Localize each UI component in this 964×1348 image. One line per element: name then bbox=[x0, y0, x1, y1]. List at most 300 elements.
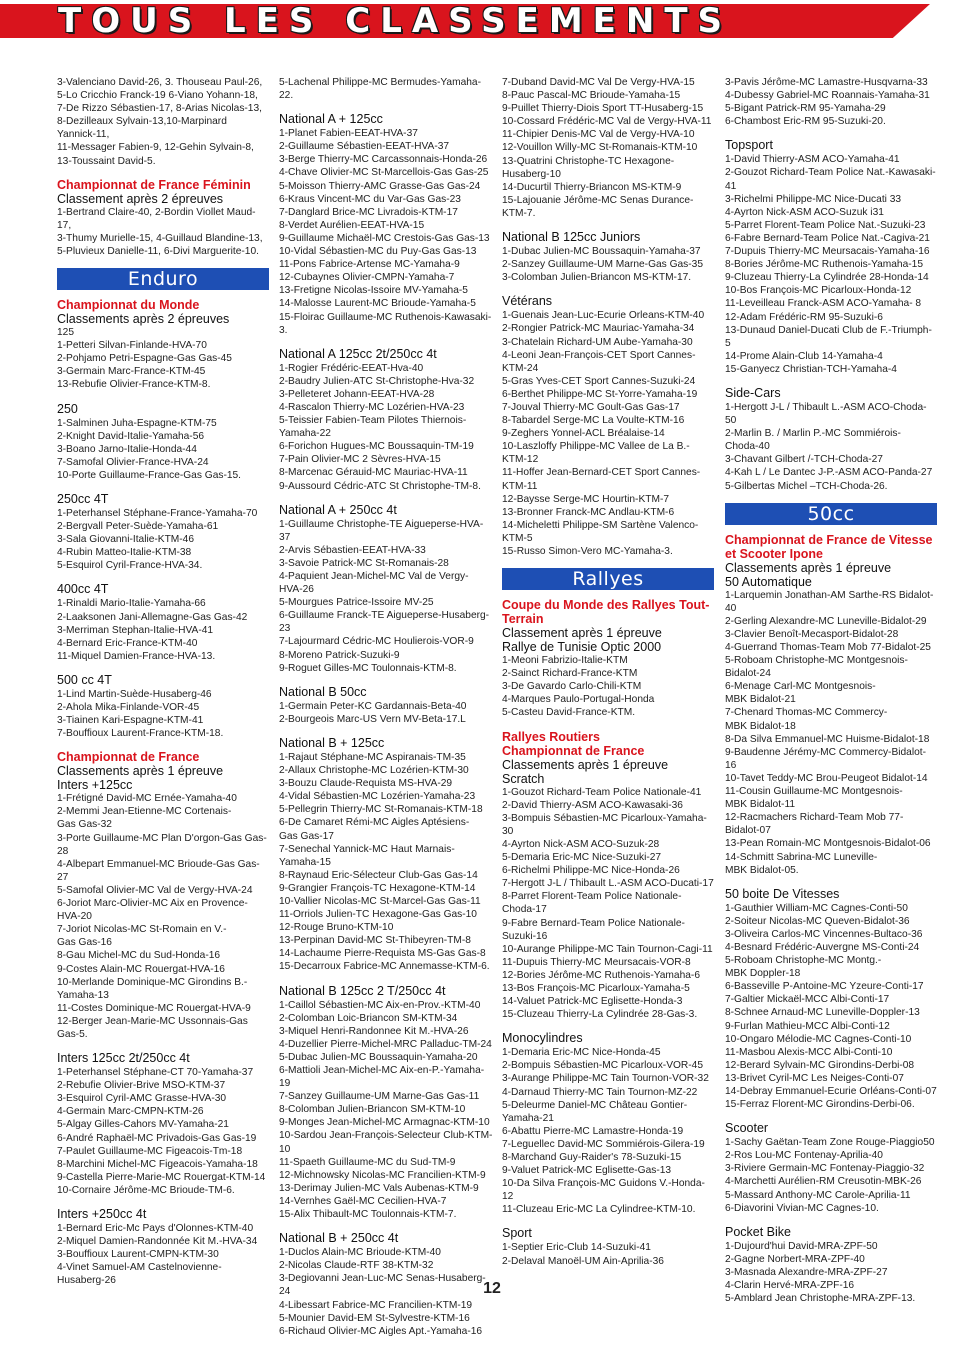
result-line: 11-Messager Fabien-9, 12-Gehin Sylvain-8, bbox=[57, 142, 254, 154]
result-line: 4-Guerrand Thomas-Team Mob 77-Bidalot-25 bbox=[725, 642, 931, 653]
result-line: 5-Deleurme Daniel-MC Château Gontier- bbox=[502, 1099, 688, 1111]
result-line: 3-Clavier Benoît-Mecasport-Bidalot-28 bbox=[725, 628, 899, 640]
result-line: 11-Orriols Julien-TC Hexagone-Gas Gas-10 bbox=[279, 909, 477, 921]
result-line: 2-Rebufie Olivier-Brive MSO-KTM-37 bbox=[57, 1080, 226, 1092]
result-line: 3-Savoie Patrick-MC St-Romanais-28 bbox=[279, 557, 449, 569]
result-line: 14-Ducurtil Thierry-Briancon MS-KTM-9 bbox=[502, 181, 682, 193]
result-line: 15-Cluzeau Thierry-La Cylindrée 28-Gas-3. bbox=[502, 1009, 698, 1021]
result-line: 4-Rascalon Thierry-MC Lozérien-HVA-23 bbox=[279, 401, 465, 413]
results-section bbox=[279, 736, 493, 974]
result-line: 4-Ayrton Nick-ASM ACO-Suzuk i31 bbox=[725, 206, 884, 218]
result-line: 7-Samofal Olivier-France-HVA-24 bbox=[57, 456, 209, 468]
result-line: 4-Duzellier Pierre-Michel-MRC Palladuc-TM-24 bbox=[279, 1038, 492, 1050]
result-line: 2-Rongier Patrick-MC Mauriac-Yamaha-34 bbox=[502, 323, 695, 335]
result-line: 11-Hoffer Jean-Bernard-CET Sport Cannes- bbox=[502, 467, 701, 479]
result-line: 10-Laszloffy Philippe-MC Vallee de La B.- bbox=[502, 441, 690, 453]
result-line: 5-Massard Anthony-MC Carole-Aprilia-11 bbox=[725, 1189, 911, 1201]
result-line: 8-Marcenac Gérauid-MC Mauriac-HVA-11 bbox=[279, 467, 468, 479]
result-line: 3-Aurange Philippe-MC Tain Tournon-VOR-32 bbox=[502, 1073, 709, 1085]
result-line: 8-Colomban Julien-Briancon SM-KTM-10 bbox=[279, 1104, 466, 1116]
result-line: 2-Allaux Christophe-MC Lozérien-KTM-30 bbox=[279, 765, 469, 777]
result-line: 10-Vidal Sébastien-MC du Puy-Gas Gas-13 bbox=[279, 246, 477, 258]
section-heading: Monocylindres bbox=[502, 1031, 583, 1046]
result-line: Bidalot-24 bbox=[725, 668, 771, 680]
result-line: 3-Valenciano David-26, 3. Thouseau Paul-26, bbox=[57, 77, 263, 88]
result-line: 2-Bompuis Sébastien-MC Picarloux-VOR-45 bbox=[502, 1060, 703, 1072]
result-line: 11-Costes Dominique-MC Rouergat-HVA-9 bbox=[57, 1002, 251, 1014]
result-line: 3-Degiovanni Jean-Luc-MC Senas-Husaberg-24 bbox=[279, 1273, 486, 1298]
result-line: 11-Spaeth Guillaume-MC du Sud-TM-9 bbox=[279, 1156, 456, 1168]
result-line: 2-Guillaume Sébastien-EEAT-HVA-37 bbox=[279, 141, 450, 153]
result-line: 8-Tabardel Serge-MC La Voulte-KTM-16 bbox=[502, 415, 685, 427]
result-line: 6-Menage Carl-MC Montgesnois- bbox=[725, 681, 876, 693]
result-line: 2-Memmi Jean-Etienne-MC Cortenais- bbox=[57, 806, 232, 818]
result-line: 12-Bories Jérôme-MC Ruthenois-Yamaha-6 bbox=[502, 969, 700, 981]
results-section bbox=[725, 138, 937, 376]
result-line: 8-Pauc Pascal-MC Brioude-Yamaha-15 bbox=[502, 90, 681, 102]
result-line: 1-Rinaldi Mario-Italie-Yamaha-66 bbox=[57, 598, 206, 610]
result-line: 9-Roguet Gilles-MC Toulonnais-KTM-8. bbox=[279, 662, 457, 674]
result-line: 3-Masnada Alexandre-MRA-ZPF-27 bbox=[725, 1266, 888, 1278]
result-line: 14-Prome Alain-Club 14-Yamaha-4 bbox=[725, 350, 883, 362]
result-line: 6-Fabre Bernard-Team Police Nat.-Cagiva-21 bbox=[725, 232, 930, 244]
result-line: 9-Puillet Thierry-Diois Sport TT-Husaberg-15 bbox=[502, 103, 704, 115]
result-line: 13-Bronner Franck-MC Andlau-KTM-6 bbox=[502, 506, 675, 518]
result-line: 13-Brivet Cyril-MC Les Neiges-Conti-07 bbox=[725, 1072, 904, 1084]
result-line: 4-Leoni Jean-François-CET Sport Cannes- bbox=[502, 349, 696, 361]
result-line: 1-Frétigné David-MC Ernée-Yamaha-40 bbox=[57, 793, 237, 805]
result-line: 1-Gouzot Richard-Team Police Nationale-41 bbox=[502, 786, 702, 798]
result-line: 7-Leguellec David-MC Sommiérois-Gilera-19 bbox=[502, 1138, 705, 1150]
result-line: Yamaha-21 bbox=[502, 1112, 554, 1124]
result-line: 15-Ferraz Florent-MC Girondins-Derbi-06. bbox=[725, 1099, 915, 1111]
result-line: KTM-11 bbox=[502, 480, 538, 492]
result-line: 10-Tavet Teddy-MC Brou-Peugeot Bidalot-14 bbox=[725, 772, 928, 784]
result-line: 4-Albepart Emmanuel-MC Brioude-Gas Gas-27 bbox=[57, 858, 260, 883]
result-line: KTM-24 bbox=[502, 362, 539, 374]
result-line: 7-Lajourmard Cédric-MC Houlierois-VOR-9 bbox=[279, 636, 474, 648]
results-section bbox=[725, 887, 937, 1112]
section-title: Championnat de France Féminin bbox=[57, 177, 251, 192]
result-line: 9-Guillaume Michaël-MC Crestois-Gas Gas-13 bbox=[279, 232, 490, 244]
result-line: 9-Grangier François-TC Hexagone-KTM-14 bbox=[279, 882, 476, 894]
result-line: HVA-20 bbox=[57, 911, 92, 923]
result-line: 8-Raynaud Eric-Sélecteur Club-Gas Gas-14 bbox=[279, 869, 478, 881]
result-line: 1-Peterhansel Stéphane-France-Yamaha-70 bbox=[57, 507, 258, 519]
continued-results bbox=[502, 76, 714, 220]
result-line: 3-Pavis Jérôme-MC Lamastre-Husqvarna-33 bbox=[725, 77, 928, 88]
result-line: 10-Cossard Frédéric-MC Val de Vergy-HVA-11 bbox=[502, 116, 712, 128]
section-heading: 250 bbox=[57, 401, 78, 416]
results-section bbox=[57, 1051, 269, 1197]
result-line: 5-Parret Florent-Team Police Nat.-Suzuki-23 bbox=[725, 219, 926, 231]
result-line: 3-Porte Guillaume-MC Plan D'orgon-Gas Gas-28 bbox=[57, 832, 267, 857]
column-4 bbox=[725, 76, 937, 1315]
result-line: 2-Gouzot Richard-Team Police Nat.-Kawasaki-41 bbox=[725, 167, 936, 192]
results-section bbox=[725, 386, 937, 493]
result-line: 3-Riviere Germain-MC Fontenay-Piaggio-32 bbox=[725, 1163, 925, 1175]
result-line: Husaberg-10 bbox=[502, 168, 561, 180]
result-line: 4-Marques Paulo-Portugal-Honda bbox=[502, 694, 655, 706]
result-line: 3-Bompuis Sébastien-MC Picarloux-Yamaha-30 bbox=[502, 812, 707, 837]
result-line: 7-Jouval Thierry-MC Goult-Gas Gas-17 bbox=[502, 401, 680, 413]
result-line: 7-Joriot Nicolas-MC St-Romain en V.- bbox=[57, 924, 227, 936]
result-line: 6-Berthet Philippe-MC St-Yorre-Yamaha-19 bbox=[502, 388, 698, 400]
result-line: 3-Sala Giovanni-Italie-KTM-46 bbox=[57, 534, 195, 546]
result-line: 1-Guillaume Christophe-TE Aigueperse-HVA-37 bbox=[279, 518, 484, 543]
result-line: 1-Lind Martin-Suède-Husaberg-46 bbox=[57, 688, 212, 700]
result-line: 14-Vernhes Gaël-MC Cecilien-HVA-7 bbox=[279, 1195, 447, 1207]
result-line: 3-Bouzu Claude-Requista MS-HVA-29 bbox=[279, 778, 453, 790]
result-line: 9-Aussourd Cédric-ATC St Christophe-TM-8. bbox=[279, 480, 481, 492]
result-line: 5-Dubac Julien-MC Boussaquin-Yamaha-20 bbox=[279, 1051, 478, 1063]
result-line: 2-Delaval Manoël-UM Ain-Aprilia-36 bbox=[502, 1255, 664, 1267]
result-line: 2-David Thierry-ASM ACO-Kawasaki-36 bbox=[502, 799, 683, 811]
section-heading: National B + 250cc 4t bbox=[279, 1231, 399, 1246]
results-section bbox=[279, 685, 493, 726]
result-line: 15-Ganyecz Christian-TCH-Yamaha-4 bbox=[725, 363, 897, 375]
result-line: 9-Furlan Mathieu-MCC Albi-Conti-12 bbox=[725, 1020, 890, 1032]
section-heading: Inters 125cc 2t/250cc 4t bbox=[57, 1051, 190, 1066]
section-heading: National B 50cc bbox=[279, 684, 367, 699]
result-line: 3-Miquel Henri-Randonnee Kit M.-HVA-26 bbox=[279, 1025, 469, 1037]
result-line: 2-Marlin B. / Marlin P.-MC Sommiérois- bbox=[725, 428, 901, 440]
result-line: 3-Berge Thierry-MC Carcassonnais-Honda-26 bbox=[279, 154, 488, 166]
section-heading: Scooter bbox=[725, 1121, 769, 1136]
result-line: 6-Forichon Hugues-MC Boussaquin-TM-19 bbox=[279, 441, 474, 453]
section-heading: National B 125cc Juniors bbox=[502, 230, 641, 245]
result-line: 1-Caillol Sébastien-MC Aix-en-Prov.-KTM-40 bbox=[279, 999, 481, 1011]
results-section bbox=[57, 750, 269, 1041]
result-line: 12-Adam Frédéric-RM 95-Suzuki-6 bbox=[725, 311, 883, 323]
section-subtitle: Classement après 2 épreuves bbox=[57, 191, 224, 206]
result-line: 12-Racmachers Richard-Team Mob 77- bbox=[725, 812, 904, 824]
result-line: 2-Sanzey Guillaume-UM Marne-Gas Gas-35 bbox=[502, 259, 703, 271]
result-line: 7-Senechal Yannick-MC Haut Marnais- bbox=[279, 843, 455, 855]
result-line: MBK Doppler-18 bbox=[725, 968, 801, 980]
result-line: 1-Petteri Silvan-Finlande-HVA-70 bbox=[57, 340, 207, 352]
section-subtitle: Rallye de Tunisie Optic 2000 bbox=[502, 640, 662, 655]
result-line: 3-Tiainen Kari-Espagne-KTM-41 bbox=[57, 715, 204, 727]
result-line: 4-Vidal Sébastien-MC Lozérien-Yamaha-23 bbox=[279, 791, 476, 803]
result-line: 3-Chavant Gilbert /-TCH-Choda-27 bbox=[725, 454, 883, 466]
results-section bbox=[279, 347, 493, 493]
result-line: 7-Hergott J-L / Thibault L.-ASM ACO-Ducati-17 bbox=[502, 878, 714, 890]
result-line: 8-Schnee Arnaud-MC Luneville-Doppler-13 bbox=[725, 1007, 920, 1019]
result-line: 5-Moisson Thierry-AMC Grasse-Gas Gas-24 bbox=[279, 180, 481, 192]
result-line: 13-Quatrini Christophe-TC Hexagone- bbox=[502, 155, 675, 167]
result-line: 10-Sardou Jean-François-Selecteur Club-KTM-10 bbox=[279, 1130, 493, 1155]
result-line: 12-Michnowsky Nicolas-MC Francilien-KTM-9 bbox=[279, 1169, 486, 1181]
result-line: MBK Bidalot-21 bbox=[725, 694, 796, 706]
section-subtitle: Classements après 2 épreuves bbox=[57, 312, 230, 327]
result-line: 125 bbox=[57, 327, 74, 339]
result-line: 2-Miquel Damien-Randonnée Kit M.-HVA-34 bbox=[57, 1236, 258, 1248]
result-line: 13-Rebufie Olivier-France-KTM-8. bbox=[57, 379, 211, 391]
result-line: 5-Teissier Fabien-Team Pilotes Thiernois- bbox=[279, 415, 467, 427]
result-line: Suzuki-16 bbox=[502, 930, 548, 942]
result-line: 6-De Camaret Rémi-MC Aigles Aptésiens- bbox=[279, 817, 470, 829]
result-line: 1-Dujourd'hui David-MRA-ZPF-50 bbox=[725, 1240, 878, 1252]
result-line: 2-Ahola Mika-Finlande-VOR-45 bbox=[57, 702, 200, 713]
result-line: 7-Galtier Mickaël-MCC Albi-Conti-17 bbox=[725, 994, 890, 1006]
result-line: 15-Lajouanie Jérôme-MC Senas Durance-KTM-7. bbox=[502, 194, 694, 219]
result-line: 5-Bigant Patrick-RM 95-Yamaha-29 bbox=[725, 103, 886, 115]
result-line: Yamaha-15 bbox=[279, 856, 331, 868]
result-line: 6-Basseville P-Antoine-MC Yzeure-Conti-17 bbox=[725, 981, 924, 993]
result-line: 6-Mattioli Jean-Michel-MC Aix-en-P.-Yamaha-19 bbox=[279, 1065, 485, 1090]
result-line: 8-Moreno Patrick-Suzuki-9 bbox=[279, 649, 400, 661]
section-subtitle: Inters +125cc bbox=[57, 778, 133, 793]
section-title: Championnat du Monde bbox=[57, 298, 200, 313]
results-section bbox=[502, 730, 714, 1022]
section-heading: Inters +250cc 4t bbox=[57, 1207, 147, 1221]
results-section bbox=[57, 178, 269, 258]
results-section bbox=[57, 298, 269, 391]
section-heading: National A + 250cc 4t bbox=[279, 502, 397, 517]
result-line: 9-Baudenne Jérémy-MC Commercy-Bidalot-16 bbox=[725, 746, 926, 771]
column-3 bbox=[502, 76, 714, 1278]
result-line: 8-Marchand Guy-Raider's 78-Suzuki-15 bbox=[502, 1152, 682, 1163]
section-subtitle: Classements après 1 épreuve bbox=[502, 757, 669, 772]
result-line: 3-Pelleteret Johann-EEAT-HVA-28 bbox=[279, 388, 435, 400]
result-line: 3-Colomban Julien-Briancon MS-KTM-17. bbox=[502, 272, 692, 284]
results-section bbox=[57, 492, 269, 572]
result-line: 10-Bos François-MC Picarloux-Honda-12 bbox=[725, 285, 912, 297]
result-line: 4-Germain Marc-CMPN-KTM-26 bbox=[57, 1106, 204, 1118]
category-banner: Enduro bbox=[57, 268, 269, 290]
result-line: 4-Clarin Hervé-MRA-ZPF-16 bbox=[725, 1280, 855, 1292]
results-section bbox=[57, 582, 269, 662]
category-banner: 50cc bbox=[725, 503, 937, 525]
result-line: 3-Bouffioux Laurent-CMPN-KTM-30 bbox=[57, 1249, 219, 1261]
result-line: 2-Gagne Norbert-MRA-ZPF-40 bbox=[725, 1253, 865, 1265]
result-line: 12-Rouge Bruno-KTM-10 bbox=[279, 922, 394, 934]
result-line: Choda-17 bbox=[502, 904, 547, 916]
results-section bbox=[502, 1226, 714, 1267]
result-line: Bidalot-07 bbox=[725, 825, 771, 837]
result-line: 10-Porte Guillaume-France-Gas Gas-15. bbox=[57, 469, 242, 481]
result-line: 3-Oliveira Carlos-MC Vincennes-Bultaco-36 bbox=[725, 928, 923, 940]
result-line: 4-Ayrton Nick-ASM ACO-Suzuk-28 bbox=[502, 838, 660, 850]
result-line: 6-Diavorini Vivian-MC Cagnes-10. bbox=[725, 1202, 879, 1214]
section-heading: 400cc 4T bbox=[57, 582, 109, 597]
result-line: MBK Bidalot-18 bbox=[725, 720, 796, 732]
section-title: Coupe du Monde des Rallyes Tout-Terrain bbox=[502, 598, 710, 627]
section-title: Championnat de France bbox=[502, 743, 645, 758]
result-line: 13-Bos François-MC Picarloux-Yamaha-5 bbox=[502, 982, 690, 994]
result-line: 1-Guenais Jean-Luc-Ecurie Orleans-KTM-40 bbox=[502, 310, 705, 322]
result-line: 12-Baysse Serge-MC Hourtin-KTM-7 bbox=[502, 493, 670, 505]
result-line: 1-Dubac Julien-MC Boussaquin-Yamaha-37 bbox=[502, 246, 701, 258]
result-line: KTM-5 bbox=[502, 532, 533, 544]
result-line: KTM-12 bbox=[502, 454, 539, 466]
column-1 bbox=[57, 76, 269, 1297]
result-line: 4-Kah L / Le Dantec J-P.-ASM ACO-Panda-27 bbox=[725, 467, 933, 479]
result-line: Gas Gas-16 bbox=[57, 937, 112, 949]
page-number: 12 bbox=[483, 1280, 501, 1297]
result-line: 6-Guillaume Franck-TE Aigueperse-Husaberg-23 bbox=[279, 610, 490, 635]
result-line: MBK Bidalot-11 bbox=[725, 799, 796, 811]
result-line: 14-Schmitt Sabrina-MC Luneville- bbox=[725, 851, 878, 863]
result-line: 3-De Gavardo Carlo-Chili-KTM bbox=[502, 681, 642, 693]
page-title: TOUS LES CLASSEMENTS bbox=[58, 1, 733, 41]
continued-results bbox=[279, 76, 493, 102]
result-line: 5-Casteu David-France-KTM. bbox=[502, 707, 636, 719]
result-line: 3-Thumy Murielle-15, 4-Guillaud Blandine-13, bbox=[57, 232, 263, 244]
section-title: Championnat de France de Vitesse et Scooter Ipone bbox=[725, 532, 933, 561]
result-line: 4-Vinet Samuel-AM Castelnovienne- bbox=[57, 1262, 222, 1274]
result-line: 11-Dupuis Thierry-MC Meursacais-VOR-8 bbox=[502, 956, 691, 968]
results-section bbox=[502, 598, 714, 719]
result-line: 13-Toussaint David-5. bbox=[57, 155, 156, 167]
result-line: 13-Perpinan David-MC St-Thibeyren-TM-8 bbox=[279, 935, 471, 947]
result-line: 5-Mourgues Patrice-Issoire MV-25 bbox=[279, 597, 434, 609]
result-line: 2-Bergvall Peter-Suède-Yamaha-61 bbox=[57, 521, 219, 533]
result-line: 12-Berger Jean-Marie-MC Ussonnais-Gas Gas-5. bbox=[57, 1015, 248, 1040]
result-line: 11-Masbou Alexis-MCC Albi-Conti-10 bbox=[725, 1046, 893, 1058]
result-line: 13-Fretigne Nicolas-Issoire MV-Yamaha-5 bbox=[279, 285, 468, 297]
result-line: 5-Gras Yves-CET Sport Cannes-Suzuki-24 bbox=[502, 375, 696, 387]
result-line: 3-Boano Jarno-Italie-Honda-44 bbox=[57, 443, 197, 455]
result-line: 15-Decarroux Fabrice-MC Annemasse-KTM-6. bbox=[279, 961, 490, 973]
section-heading: Side-Cars bbox=[725, 385, 781, 400]
result-line: 8-Da Silva Emmanuel-MC Huisme-Bidalot-18 bbox=[725, 733, 930, 745]
result-line: 1-Meoni Fabrizio-Italie-KTM bbox=[502, 655, 628, 667]
result-line: 2-Nicolas Claude-RTF 38-KTM-32 bbox=[279, 1260, 434, 1272]
result-line: Yamaha-13 bbox=[57, 989, 109, 1001]
results-section bbox=[279, 1231, 493, 1338]
section-heading: National A 125cc 2t/250cc 4t bbox=[279, 346, 437, 361]
section-heading: National B 125cc 2 T/250cc 4t bbox=[279, 983, 446, 998]
results-section bbox=[502, 294, 714, 558]
result-line: 1-Larquemin Jonathan-AM Sarthe-RS Bidalot-40 bbox=[725, 589, 934, 614]
result-line: 5-Roboam Christophe-MC Montgesnois- bbox=[725, 655, 908, 667]
result-line: 5-Gilbertas Michel –TCH-Choda-26. bbox=[725, 480, 888, 492]
section-title: Championnat de France bbox=[57, 750, 200, 765]
result-line: 14-Micheletti Philippe-SM Sartène Valenco- bbox=[502, 519, 699, 531]
results-section bbox=[502, 230, 714, 284]
result-line: 9-Castella Pierre-Marie-MC Rouergat-KTM-14 bbox=[57, 1171, 266, 1183]
result-line: Yamaha-22 bbox=[279, 428, 331, 440]
result-line: 11-Cousin Guillaume-MC Montgesnois- bbox=[725, 786, 903, 798]
section-subtitle: Classements après 1 épreuve bbox=[725, 560, 892, 575]
result-line: Yannick-11, bbox=[57, 129, 110, 141]
result-line: 15-Floirac Guillaume-MC Ruthenois-Kawasaki-3. bbox=[279, 311, 492, 336]
result-line: 7-Dupuis Thierry-MC Meursacais-Yamaha-16 bbox=[725, 246, 930, 258]
result-line: 6-Abattu Pierre-MC Lamastre-Honda-19 bbox=[502, 1125, 684, 1137]
result-line: 5-Algay Gilles-Cahors MV-Yamaha-21 bbox=[57, 1119, 229, 1131]
result-line: 12-Berard Sylvain-MC Girondins-Derbi-08 bbox=[725, 1059, 915, 1071]
result-line: 5-Esquirol Cyril-France-HVA-34. bbox=[57, 560, 203, 572]
result-line: 4-Darnaud Thierry-MC Tain Tournon-MZ-22 bbox=[502, 1086, 698, 1098]
result-line: 3-Richelmi Philippe-MC Nice-Ducati 33 bbox=[725, 193, 902, 205]
result-line: 1-Sachy Gaëtan-Team Zone Rouge-Piaggio50 bbox=[725, 1137, 935, 1149]
result-line: 7-Chenard Thomas-MC Commercy- bbox=[725, 707, 888, 719]
result-line: 8-Bories Jérôme-MC Ruthenois-Yamaha-15 bbox=[725, 259, 923, 271]
result-line: Gas Gas-17 bbox=[279, 830, 334, 842]
section-subtitle: Classement après 1 épreuve bbox=[502, 626, 662, 641]
result-line: 5-Amblard Jean Christophe-MRA-ZPF-13. bbox=[725, 1293, 916, 1305]
result-line: 4-Paquient Jean-Michel-MC Val de Vergy- bbox=[279, 571, 469, 582]
result-line: 3-Esquirol Cyril-AMC Grasse-HVA-30 bbox=[57, 1093, 227, 1105]
result-line: 14-Valuet Patrick-MC Eglisette-Honda-3 bbox=[502, 996, 683, 1008]
result-line: 2-Bourgeois Marc-US Vern MV-Beta-17.L bbox=[279, 713, 466, 725]
column-2 bbox=[279, 76, 493, 1348]
section-heading: 50 boite De Vitesses bbox=[725, 886, 840, 901]
result-line: 1-Bertrand Claire-40, 2-Bordin Viollet Maud-17, bbox=[57, 206, 256, 231]
result-line: 1-David Thierry-ASM ACO-Yamaha-41 bbox=[725, 154, 900, 166]
result-line: 4-Bernard Eric-France-KTM-40 bbox=[57, 637, 198, 649]
results-section bbox=[279, 503, 493, 675]
result-line: 4-Chave Olivier-MC St-Marcellois-Gas Gas-25 bbox=[279, 167, 489, 179]
result-line: 9-Zeghers Yonnel-ACL Bréalaise-14 bbox=[502, 428, 665, 440]
result-line: 10-Cornaire Jérôme-MC Brioude-TM-6. bbox=[57, 1184, 235, 1196]
section-heading: Sport bbox=[502, 1226, 532, 1241]
result-line: 1-Rogier Frédéric-EEAT-Hva-40 bbox=[279, 362, 424, 374]
result-line: 7-Sanzey Guillaume-UM Marne-Gas Gas-11 bbox=[279, 1091, 480, 1103]
result-line: 4-Rubin Matteo-Italie-KTM-38 bbox=[57, 547, 192, 559]
result-line: 10-Aurange Philippe-MC Tain Tournon-Cagi-11 bbox=[502, 943, 713, 955]
section-title: Rallyes Routiers bbox=[502, 729, 600, 744]
result-line: 6-Kraus Vincent-MC du Var-Gas Gas-23 bbox=[279, 193, 461, 205]
result-line: 14-Malosse Laurent-MC Brioude-Yamaha-5 bbox=[279, 298, 476, 310]
result-line: 6-Richelmi Philippe-MC Nice-Honda-26 bbox=[502, 865, 680, 877]
result-line: 10-Da Silva François-MC Guidons V.-Honda-12 bbox=[502, 1178, 705, 1203]
results-section bbox=[502, 1031, 714, 1216]
section-heading: Pocket Bike bbox=[725, 1224, 792, 1239]
result-line: 13-Dunaud Daniel-Ducati Club de F.-Triumph-5 bbox=[725, 324, 932, 349]
result-line: 4-Dubessy Gabriel-MC Roannais-Yamaha-31 bbox=[725, 90, 930, 102]
result-line: 14-Lachaume Pierre-Requista MS-Gas Gas-8 bbox=[279, 948, 486, 960]
result-line: 10-Ongaro Mélodie-MC Cagnes-Conti-10 bbox=[725, 1033, 912, 1045]
result-line: 15-Russo Simon-Vero MC-Yamaha-3. bbox=[502, 546, 673, 557]
result-line: 7-De Rizzo Sébastien-17, 8-Arias Nicolas-13, bbox=[57, 103, 262, 115]
result-line: 1-Duclos Alain-MC Brioude-KTM-40 bbox=[279, 1247, 441, 1259]
results-section bbox=[57, 673, 269, 740]
section-heading: Topsport bbox=[725, 138, 773, 153]
result-line: 1-Septier Eric-Club 14-Suzuki-41 bbox=[502, 1242, 651, 1254]
result-line: Husaberg-26 bbox=[57, 1275, 116, 1287]
result-line: 7-Pain Olivier-MC 2 Sèvres-HVA-15 bbox=[279, 454, 441, 466]
result-line: 1-Peterhansel Stéphane-CT 70-Yamaha-37 bbox=[57, 1067, 254, 1079]
result-line: 5-Pellegrin Thierry-MC St-Romanais-KTM-18 bbox=[279, 804, 483, 816]
continued-results bbox=[57, 76, 269, 168]
result-line: MBK Bidalot-05. bbox=[725, 864, 799, 876]
result-line: 2-Arvis Sébastien-EEAT-HVA-33 bbox=[279, 544, 426, 556]
result-line: 1-Planet Fabien-EEAT-HVA-37 bbox=[279, 128, 418, 140]
result-line: 2-Sainct Richard-France-KTM bbox=[502, 668, 638, 680]
section-subtitle: Classements après 1 épreuve bbox=[57, 764, 224, 779]
result-line: 11-Pons Fabrice-Artense MC-Yamaha-9 bbox=[279, 259, 460, 271]
result-line: 1-Gauthier William-MC Cagnes-Conti-50 bbox=[725, 902, 908, 914]
category-banner: Rallyes bbox=[502, 568, 714, 590]
result-line: 7-Bouffioux Laurent-France-KTM-18. bbox=[57, 728, 224, 740]
result-line: 13-Pean Romain-MC Montgesnois-Bidalot-06 bbox=[725, 838, 931, 850]
result-line: 3-Merriman Stephan-Italie-HVA-41 bbox=[57, 624, 214, 636]
result-line: Choda-40 bbox=[725, 441, 770, 453]
result-line: 5-Samofal Olivier-MC Val de Vergy-HVA-24 bbox=[57, 884, 253, 896]
results-section bbox=[279, 984, 493, 1222]
result-line: 8-Gau Michel-MC du Sud-Honda-16 bbox=[57, 950, 221, 962]
result-line: 3-Chatelain Richard-UM Aube-Yamaha-30 bbox=[502, 336, 693, 348]
result-line: 4-Besnard Frédéric-Auvergne MS-Conti-24 bbox=[725, 941, 920, 953]
result-line: 10-Merlande Dominique-MC Girondins B.- bbox=[57, 976, 248, 988]
result-line: 2-Knight David-Italie-Yamaha-56 bbox=[57, 430, 205, 442]
results-section bbox=[725, 1225, 937, 1305]
result-line: 1-Rajaut Stéphane-MC Aspiranais-TM-35 bbox=[279, 751, 466, 763]
result-line: 2-Gerling Alexandre-MC Luneville-Bidalot-29 bbox=[725, 615, 927, 627]
